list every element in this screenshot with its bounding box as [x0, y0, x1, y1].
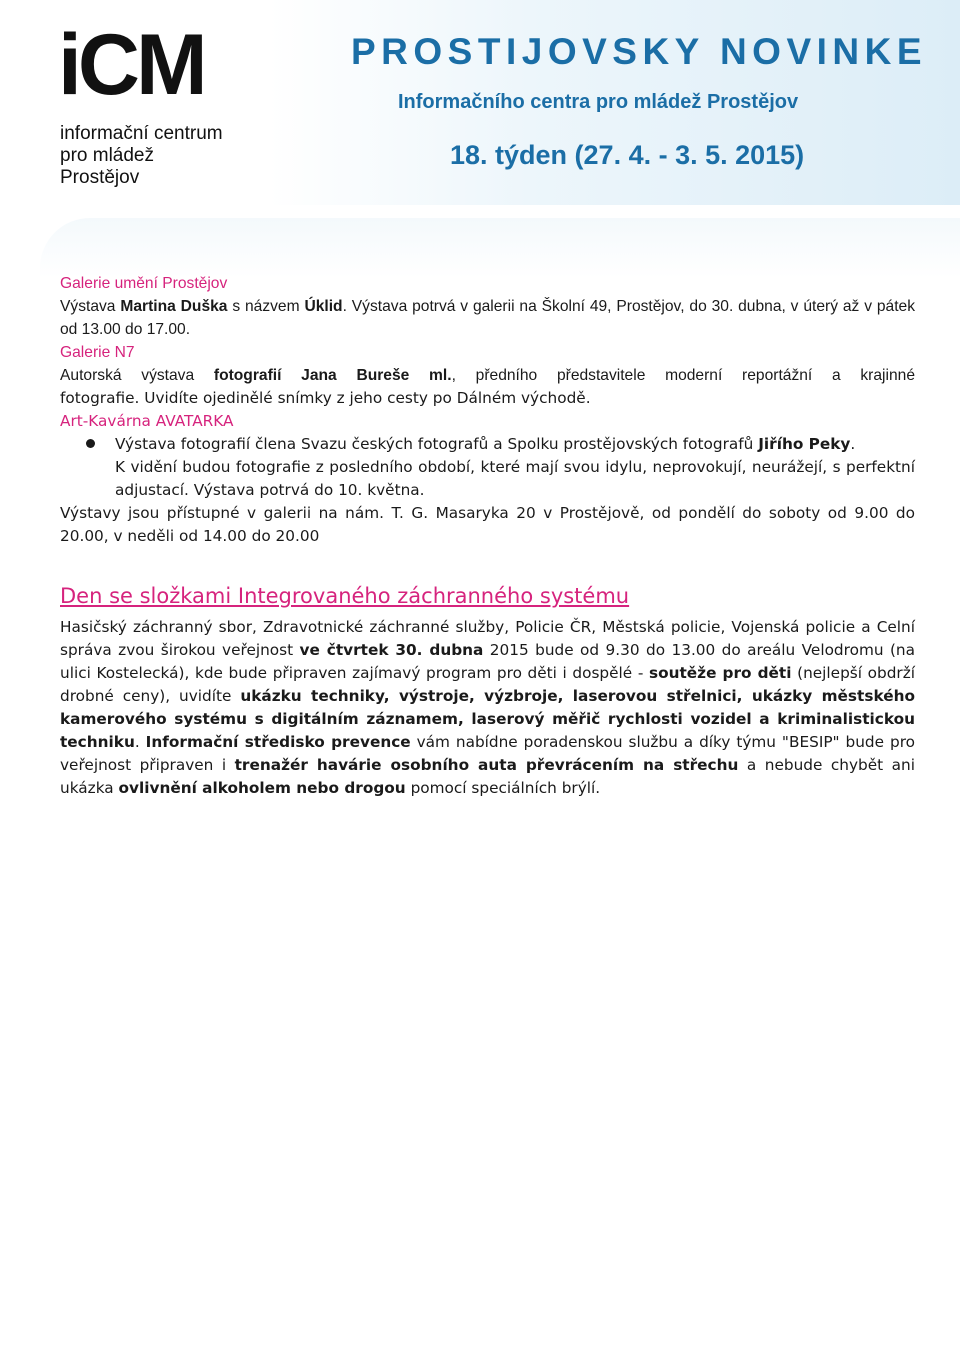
icm-logo-mark	[58, 16, 208, 116]
text-run: .	[850, 435, 856, 453]
section-avatarka	[60, 410, 915, 548]
section-heading: Galerie N7	[60, 344, 135, 361]
list-item	[60, 433, 915, 502]
text-run: pomocí speciálních brýlí.	[405, 779, 601, 797]
logo-line-3: Prostějov	[60, 167, 140, 188]
text-run: vám nabídne poradenskou službu a díky týmu "BESIP" bude pro veřejnost připraven i	[60, 733, 916, 774]
logo-line-1: informační centrum	[60, 123, 223, 144]
bold-run: Úklid	[304, 298, 343, 315]
text-run: K vidění budou fotografie z posledního období, které mají svou idylu, neprovokují, neurážejí, s perfektní adjustací. Výstava potrvá do 10. května.	[115, 458, 915, 499]
section-izs	[60, 582, 915, 800]
text-run: Hasičský záchranný sbor, Zdravotnické záchranné služby, Policie ČR, Městská policie, Vojenská policie a Celní správa zvou širokou veřejnost	[60, 618, 915, 659]
bold-run: fotografií Jana Bureše ml.	[213, 367, 452, 384]
bold-run: ovlivnění alkoholem nebo drogou	[118, 779, 406, 797]
text-run: Výstava	[60, 298, 121, 315]
spacer	[60, 548, 915, 582]
icm-logo	[58, 16, 258, 192]
logo-line-2: pro mládež	[60, 145, 154, 166]
text-run: , předního představitele moderní reportážní a krajinné	[451, 367, 915, 384]
section-heading: Galerie umění Prostějov	[60, 275, 228, 292]
text-run: (nejlepší obdrží drobné ceny), uvidíte	[60, 664, 915, 705]
text-run: .	[134, 733, 146, 751]
bold-run: trenažér havárie osobního auta převrácením na střechu	[234, 756, 739, 774]
text-run: s názvem	[227, 298, 305, 315]
text-run: Výstava fotografií člena Svazu českých fotografů a Spolku prostějovských fotografů	[115, 435, 759, 453]
bold-run: Martina Duška	[120, 298, 228, 315]
section-heading: Art-Kavárna AVATARKA	[60, 412, 234, 430]
text-run: 2015 bude od 9.30 do 13.00 do areálu Velodromu (na ulici Kostelecká), kde bude připraven zajímavý program pro děti i dospělé -	[60, 641, 915, 682]
newsletter-title: PROSTIJOVSKY NOVINKE	[351, 31, 928, 72]
newsletter-week: 18. týden (27. 4. - 3. 5. 2015)	[450, 140, 805, 170]
bold-run: ukázku techniky, výstroje, výzbroje, laserovou střelnici, ukázky městského kamerového systému s digitálním záznamem, laserový měřič rychlosti vozidel a kriminalistickou techniku	[60, 687, 915, 751]
section-text	[60, 364, 915, 387]
bold-run: Jiřího Peky	[758, 435, 851, 453]
newsletter-subtitle: Informačního centra pro mládež Prostějov	[398, 91, 799, 113]
bullet-list	[60, 433, 915, 502]
section-galerie-n7	[60, 341, 915, 410]
bold-run: ve čtvrtek 30. dubna	[299, 641, 484, 659]
icm-logo-mark-text: iCM	[58, 17, 204, 113]
section-heading: Den se složkami Integrovaného záchranného systému	[60, 584, 630, 608]
section-galerie-umeni	[60, 272, 915, 341]
document-body	[60, 272, 915, 800]
bold-run: soutěže pro děti	[648, 664, 792, 682]
section-text: Výstavy jsou přístupné v galerii na nám. T. G. Masaryka 20 v Prostějově, od pondělí do soboty od 9.00 do 20.00, v neděli od 14.00 do 20.00	[60, 504, 915, 545]
section-text	[60, 295, 915, 341]
text-run: a nebude chybět ani ukázka	[60, 756, 915, 797]
section-text	[60, 616, 915, 800]
text-run: Autorská výstava	[60, 367, 214, 384]
section-text: fotografie. Uvidíte ojedinělé snímky z jeho cesty po Dálném východě.	[60, 389, 591, 407]
bullet-icon	[86, 439, 95, 448]
bold-run: Informační středisko prevence	[145, 733, 411, 751]
text-run: . Výstava potrvá v galerii na Školní 49, Prostějov, do 30. dubna, v úterý až v pátek od 13.00 do 17.00.	[60, 298, 916, 338]
